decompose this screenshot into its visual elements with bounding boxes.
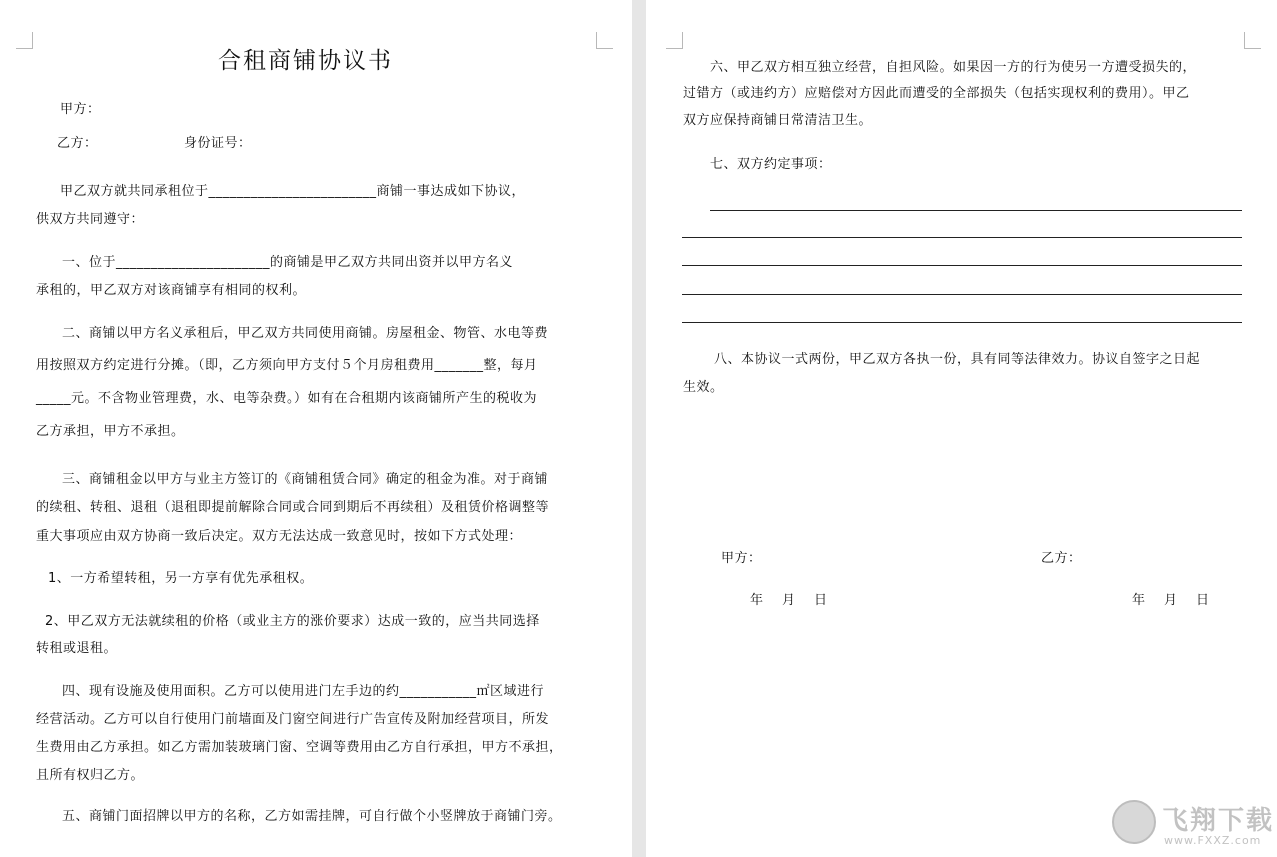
blank-line <box>682 265 1242 266</box>
clause-4-line: 生费用由乙方承担。如乙方需加装玻璃门窗、空调等费用由乙方自行承担，甲方不承担， <box>36 740 563 755</box>
document-page-2 <box>646 0 1277 857</box>
clause-2-line: 用按照双方约定进行分摊。（即，乙方须向甲方支付５个月房租费用_______整，每月 <box>36 358 538 373</box>
clause-1-line: 一、位于______________________的商铺是甲乙双方共同出资并以甲方名义 <box>62 255 514 270</box>
clause-6-line: 双方应保持商铺日常清洁卫生。 <box>683 113 873 128</box>
clause-3-item-2: 2、甲乙双方无法就续租的价格（或业主方的涨价要求）达成一致的，应当共同选择 <box>45 614 540 629</box>
clause-3-line: 重大事项应由双方协商一致后决定。双方无法达成一致意见时，按如下方式处理： <box>36 529 523 544</box>
clause-4-line: 且所有权归乙方。 <box>36 768 145 783</box>
clause-2-line: 二、商铺以甲方名义承租后，甲乙双方共同使用商铺。房屋租金、物管、水电等费 <box>62 326 549 341</box>
signature-date-a: 年 月 日 <box>750 593 828 608</box>
watermark-brand: 飞翔下载 <box>1162 806 1275 836</box>
margin-corner-mark <box>1244 32 1261 49</box>
party-b-label: 乙方： <box>57 136 98 151</box>
signature-date-b: 年 月 日 <box>1132 593 1210 608</box>
brand-logo-icon <box>1112 800 1156 844</box>
clause-6-line: 过错方（或违约方）应赔偿对方因此而遭受的全部损失（包括实现权利的费用）。甲乙 <box>683 86 1190 101</box>
watermark-url: www.FXXZ.com <box>1164 834 1262 847</box>
clause-6-line: 六、甲乙双方相互独立经营，自担风险。如果因一方的行为使另一方遭受损失的， <box>710 60 1197 75</box>
clause-5-line: 五、商铺门面招牌以甲方的名称，乙方如需挂牌，可自行做个小竖牌放于商铺门旁。 <box>62 809 562 824</box>
margin-corner-mark <box>16 32 33 49</box>
clause-8-line: 八、本协议一式两份，甲乙双方各执一份，具有同等法律效力。协议自签字之日起 <box>714 352 1201 367</box>
page-gap <box>632 0 646 857</box>
blank-line <box>682 294 1242 295</box>
clause-1-line: 承租的，甲乙双方对该商铺享有相同的权利。 <box>36 283 307 298</box>
intro-line: 甲乙双方就共同承租位于________________________商铺一事达成如下协议， <box>60 184 526 199</box>
clause-7-heading: 七、双方约定事项： <box>710 157 832 172</box>
clause-4-line: 四、现有设施及使用面积。乙方可以使用进门左手边的约___________㎡区域进行 <box>62 684 545 699</box>
clause-8-line: 生效。 <box>683 380 724 395</box>
blank-line <box>682 237 1242 238</box>
clause-3-line: 的续租、转租、退租（退租即提前解除合同或合同到期后不再续租）及租赁价格调整等 <box>36 500 550 515</box>
clause-3-line: 三、商铺租金以甲方与业主方签订的《商铺租赁合同》确定的租金为准。对于商铺 <box>62 472 549 487</box>
document-page-1 <box>0 0 632 857</box>
signature-party-a: 甲方： <box>721 551 762 566</box>
margin-corner-mark <box>596 32 613 49</box>
clause-3-item-2: 转租或退租。 <box>36 641 118 656</box>
clause-4-line: 经营活动。乙方可以自行使用门前墙面及门窗空间进行广告宣传及附加经营项目，所发 <box>36 712 550 727</box>
blank-line <box>710 210 1242 211</box>
clause-2-line: 乙方承担，甲方不承担。 <box>36 424 185 439</box>
watermark-logo <box>1112 798 1275 852</box>
intro-line: 供双方共同遵守： <box>36 212 145 227</box>
signature-party-b: 乙方： <box>1041 551 1082 566</box>
clause-3-item-1: 1、一方希望转租，另一方享有优先承租权。 <box>48 571 314 586</box>
document-title: 合租商铺协议书 <box>218 48 393 74</box>
clause-2-line: _____元。不含物业管理费，水、电等杂费。）如有在合租期内该商铺所产生的税收为 <box>36 391 538 406</box>
blank-line <box>682 322 1242 323</box>
party-a-label: 甲方： <box>60 102 101 117</box>
id-number-label: 身份证号： <box>184 136 252 151</box>
margin-corner-mark <box>666 32 683 49</box>
